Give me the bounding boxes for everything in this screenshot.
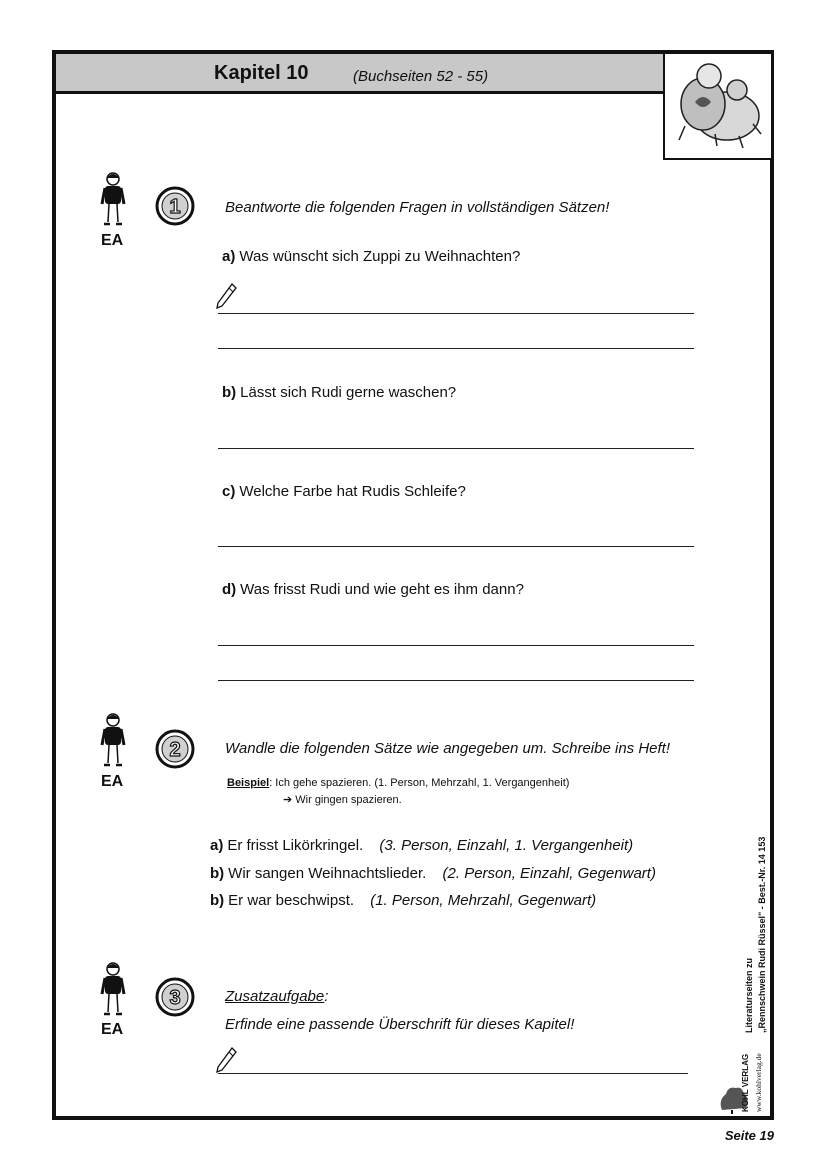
svg-text:1: 1 <box>169 196 181 218</box>
svg-text:„Rennschwein Rudi Rüssel" - Be: „Rennschwein Rudi Rüssel" - Best.-Nr. 14 153 <box>757 836 767 1033</box>
student-figure-icon <box>100 713 126 769</box>
conversion-item-c: b) Er war beschwipst. (1. Person, Mehrzahl, Gegenwart) <box>210 892 597 909</box>
answer-line[interactable] <box>218 1073 688 1074</box>
task3-instruction: Erfinde eine passende Überschrift für dieses Kapitel! <box>225 1016 575 1033</box>
question-c: c) Welche Farbe hat Rudis Schleife? <box>222 483 466 500</box>
example-result: ➔ Wir gingen spazieren. <box>283 794 402 806</box>
task-number-3-icon <box>155 977 195 1017</box>
pencil-icon <box>216 1046 238 1074</box>
publisher-logo <box>716 1040 774 1116</box>
conversion-item-b: b) Wir sangen Weihnachtslieder. (2. Person, Einzahl, Gegenwart) <box>210 865 656 882</box>
answer-line[interactable] <box>218 680 694 681</box>
svg-text:KOHL VERLAG: KOHL VERLAG <box>741 1053 750 1112</box>
svg-text:www.kohlverlag.de: www.kohlverlag.de <box>754 1053 763 1112</box>
task-number-1-icon <box>155 186 195 226</box>
answer-line[interactable] <box>218 645 694 646</box>
page-number: Seite 19 <box>724 1128 774 1143</box>
sidebar-credit <box>738 795 774 1035</box>
answer-line[interactable] <box>218 448 694 449</box>
svg-text:Literaturseiten zu: Literaturseiten zu <box>744 957 754 1033</box>
task2-instruction: Wandle die folgenden Sätze wie angegeben um. Schreibe ins Heft! <box>225 740 671 757</box>
answer-line[interactable] <box>218 546 694 547</box>
task1-instruction: Beantworte die folgenden Fragen in vollständigen Sätzen! <box>225 199 610 216</box>
activity-label: EA <box>101 773 124 790</box>
pencil-icon <box>216 282 238 310</box>
question-d: d) Was frisst Rudi und wie geht es ihm dann? <box>222 581 524 598</box>
activity-label: EA <box>101 232 124 249</box>
example-line: Beispiel: Ich gehe spazieren. (1. Person, Mehrzahl, 1. Vergangenheit) <box>227 777 570 789</box>
student-figure-icon <box>100 962 126 1018</box>
student-figure-icon <box>100 172 126 228</box>
conversion-item-a: a) Er frisst Likörkringel. (3. Person, Einzahl, 1. Vergangenheit) <box>210 837 634 854</box>
answer-line[interactable] <box>218 313 694 314</box>
pig-illustration-box <box>663 54 771 160</box>
question-a: a) Was wünscht sich Zuppi zu Weihnachten? <box>222 248 521 265</box>
question-b: b) Lässt sich Rudi gerne waschen? <box>222 384 457 401</box>
chapter-pages: (Buchseiten 52 - 55) <box>353 68 489 85</box>
chapter-title: Kapitel 10 <box>214 62 309 84</box>
task-number-2-icon <box>155 729 195 769</box>
task3-label: Zusatzaufgabe: <box>225 988 329 1005</box>
answer-line[interactable] <box>218 348 694 349</box>
svg-text:2: 2 <box>169 739 181 761</box>
svg-text:3: 3 <box>169 987 181 1009</box>
pig-illustration <box>665 54 769 156</box>
activity-label: EA <box>101 1021 124 1038</box>
